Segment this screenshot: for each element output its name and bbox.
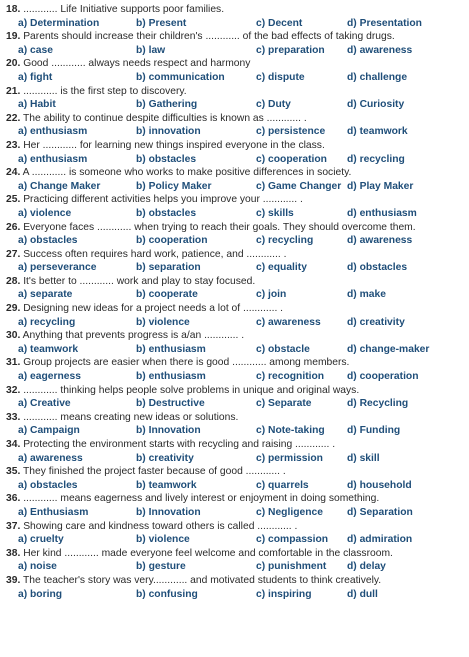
option-d[interactable]: d) skill <box>347 452 380 464</box>
answer-options <box>6 424 463 438</box>
option-b[interactable]: b) creativity <box>136 452 194 464</box>
option-a[interactable]: a) obstacles <box>18 479 78 491</box>
question-number: 20. <box>6 58 21 70</box>
question-number: 35. <box>6 466 21 478</box>
question-text <box>6 329 463 343</box>
question-item <box>6 30 463 57</box>
question-stem: The ability to continue despite difficulties is known as ............ . <box>20 112 307 124</box>
option-c[interactable]: c) preparation <box>256 44 325 56</box>
option-a[interactable]: a) perseverance <box>18 262 97 274</box>
option-a[interactable]: a) boring <box>18 588 63 600</box>
option-c[interactable]: c) Separate <box>256 398 312 410</box>
question-text <box>6 411 463 425</box>
option-b[interactable]: b) Innovation <box>136 506 201 518</box>
option-b[interactable]: b) Policy Maker <box>136 180 212 192</box>
question-list <box>6 3 463 601</box>
question-text <box>6 356 463 370</box>
option-b[interactable]: b) cooperate <box>136 289 198 301</box>
option-d[interactable]: d) teamwork <box>347 126 408 138</box>
option-b[interactable]: b) enthusiasm <box>136 343 206 355</box>
option-d[interactable]: d) admiration <box>347 534 413 546</box>
question-number: 21. <box>6 85 21 97</box>
question-number: 37. <box>6 520 21 532</box>
answer-options <box>6 343 463 357</box>
question-stem: It's better to ............ work and play to stay focused. <box>20 275 256 287</box>
question-number: 22. <box>6 112 21 124</box>
question-item <box>6 492 463 519</box>
question-number: 25. <box>6 194 21 206</box>
option-b[interactable]: b) innovation <box>136 126 201 138</box>
option-b[interactable]: b) gesture <box>136 561 186 573</box>
option-b[interactable]: b) separation <box>136 262 201 274</box>
option-b[interactable]: b) violence <box>136 534 190 546</box>
option-c[interactable]: c) Note-taking <box>256 425 325 437</box>
option-b[interactable]: b) communication <box>136 71 225 83</box>
question-stem: ............ Life Initiative supports poor families. <box>20 4 225 15</box>
question-text <box>6 30 463 44</box>
question-item <box>6 221 463 248</box>
question-text <box>6 112 463 126</box>
question-number: 24. <box>6 167 21 179</box>
answer-options <box>6 397 463 411</box>
answer-options <box>6 533 463 547</box>
option-a[interactable]: a) eagerness <box>18 371 81 383</box>
option-b[interactable]: b) obstacles <box>136 153 197 165</box>
question-stem: ............ is the first step to discovery. <box>20 85 187 97</box>
question-stem: ............ means creating new ideas or solutions. <box>20 411 239 423</box>
answer-options <box>6 207 463 221</box>
question-stem: Her kind ............ made everyone feel welcome and comfortable in the classroom. <box>20 547 393 559</box>
question-item <box>6 248 463 275</box>
question-text <box>6 3 463 17</box>
option-d[interactable]: d) recycling <box>347 153 405 165</box>
answer-options <box>6 125 463 139</box>
question-text <box>6 248 463 262</box>
option-b[interactable]: b) law <box>136 44 166 56</box>
question-stem: Protecting the environment starts with recycling and raising ............ . <box>20 439 336 450</box>
question-text <box>6 275 463 289</box>
option-c[interactable]: c) Duty <box>256 99 291 111</box>
question-number: 36. <box>6 493 21 505</box>
option-c[interactable]: c) recycling <box>256 235 314 247</box>
option-a[interactable]: a) Change Maker <box>18 180 101 192</box>
question-stem: Practicing different activities helps you improve your ............ . <box>20 194 303 206</box>
question-number: 34. <box>6 439 21 450</box>
option-c[interactable]: c) cooperation <box>256 153 327 165</box>
option-a[interactable]: a) case <box>18 44 53 56</box>
option-d[interactable]: d) enthusiasm <box>347 207 417 219</box>
question-number: 29. <box>6 303 21 315</box>
option-a[interactable]: a) fight <box>18 71 53 83</box>
question-stem: Designing new ideas for a project needs a lot of ............ . <box>20 303 284 315</box>
question-text <box>6 547 463 561</box>
question-number: 19. <box>6 31 21 43</box>
question-number: 28. <box>6 275 21 287</box>
question-text <box>6 492 463 506</box>
question-stem: Parents should increase their children's ............ of the bad effects of taking drugs. <box>20 31 395 43</box>
question-number: 27. <box>6 248 21 260</box>
question-number: 30. <box>6 330 21 342</box>
question-number: 33. <box>6 411 21 423</box>
answer-options <box>6 44 463 58</box>
question-number: 38. <box>6 547 21 559</box>
question-item <box>6 166 463 193</box>
option-a[interactable]: a) violence <box>18 207 72 219</box>
option-c[interactable]: c) dispute <box>256 71 305 83</box>
question-text <box>6 85 463 99</box>
question-item <box>6 438 463 465</box>
option-d[interactable]: d) Curiosity <box>347 99 405 111</box>
question-text <box>6 465 463 479</box>
answer-options <box>6 588 463 602</box>
question-item <box>6 411 463 438</box>
question-item <box>6 275 463 302</box>
option-a[interactable]: a) Determination <box>18 17 100 29</box>
answer-options <box>6 98 463 112</box>
question-text <box>6 574 463 588</box>
answer-options <box>6 261 463 275</box>
answer-options <box>6 506 463 520</box>
option-b[interactable]: b) obstacles <box>136 207 197 219</box>
option-a[interactable]: a) separate <box>18 289 73 301</box>
question-text <box>6 302 463 316</box>
option-c[interactable]: c) compassion <box>256 534 329 546</box>
option-c[interactable]: c) Negligence <box>256 506 323 518</box>
question-item <box>6 193 463 220</box>
question-text <box>6 193 463 207</box>
option-b[interactable]: b) Innovation <box>136 425 201 437</box>
option-c[interactable]: c) Decent <box>256 17 303 29</box>
question-stem: Everyone faces ............ when trying to reach their goals. They should overcome them. <box>20 221 416 233</box>
option-c[interactable]: c) persistence <box>256 126 326 138</box>
answer-options <box>6 316 463 330</box>
question-text <box>6 384 463 398</box>
question-item <box>6 329 463 356</box>
answer-options <box>6 180 463 194</box>
option-c[interactable]: c) join <box>256 289 287 301</box>
option-d[interactable]: d) Recycling <box>347 398 409 410</box>
question-stem: ............ means eagerness and lively interest or enjoyment in doing something. <box>20 493 380 505</box>
option-a[interactable]: a) recycling <box>18 316 76 328</box>
option-d[interactable]: d) creativity <box>347 316 405 328</box>
answer-options <box>6 71 463 85</box>
answer-options <box>6 288 463 302</box>
option-a[interactable]: a) Habit <box>18 99 56 111</box>
answer-options <box>6 560 463 574</box>
question-stem: Showing care and kindness toward others is called ............ . <box>20 520 298 532</box>
question-text <box>6 166 463 180</box>
option-d[interactable]: d) household <box>347 479 412 491</box>
answer-options <box>6 17 463 31</box>
option-a[interactable]: a) Creative <box>18 398 71 410</box>
question-stem: The teacher's story was very............ and motivated students to think creatively. <box>20 574 382 586</box>
question-stem: A ............ is someone who works to make positive differences in society. <box>20 167 352 179</box>
question-item <box>6 85 463 112</box>
option-b[interactable]: b) cooperation <box>136 235 208 247</box>
option-c[interactable]: c) obstacle <box>256 343 310 355</box>
question-number: 39. <box>6 574 21 586</box>
option-c[interactable]: c) quarrels <box>256 479 309 491</box>
question-stem: Group projects are easier when there is good ............ among members. <box>20 357 350 369</box>
option-d[interactable]: d) dull <box>347 588 378 600</box>
option-d[interactable]: d) cooperation <box>347 371 419 383</box>
option-d[interactable]: d) make <box>347 289 386 301</box>
answer-options <box>6 452 463 466</box>
question-number: 32. <box>6 384 21 396</box>
question-stem: Success often requires hard work, patience, and ............ . <box>20 248 287 260</box>
option-b[interactable]: b) confusing <box>136 588 198 600</box>
question-item <box>6 465 463 492</box>
option-c[interactable]: c) recognition <box>256 371 325 383</box>
option-c[interactable]: c) permission <box>256 452 323 464</box>
option-b[interactable]: b) teamwork <box>136 479 197 491</box>
question-item <box>6 139 463 166</box>
option-c[interactable]: c) Game Changer <box>256 180 342 192</box>
question-text <box>6 57 463 71</box>
question-item <box>6 547 463 574</box>
option-c[interactable]: c) punishment <box>256 561 327 573</box>
option-a[interactable]: a) awareness <box>18 452 83 464</box>
question-stem: They finished the project faster because of good ............ . <box>20 466 286 478</box>
option-a[interactable]: a) enthusiasm <box>18 153 88 165</box>
question-number: 18. <box>6 4 21 15</box>
question-item <box>6 520 463 547</box>
question-item <box>6 574 463 601</box>
question-item <box>6 3 463 30</box>
option-b[interactable]: b) Destructive <box>136 398 205 410</box>
question-stem: Her ............ for learning new things inspired everyone in the class. <box>20 139 325 151</box>
option-d[interactable]: d) Play Maker <box>347 180 414 192</box>
question-number: 31. <box>6 357 21 369</box>
answer-options <box>6 370 463 384</box>
question-stem: Anything that prevents progress is a/an ............ . <box>20 330 245 342</box>
question-stem: ............ thinking helps people solve problems in unique and original ways. <box>20 384 360 396</box>
option-a[interactable]: a) teamwork <box>18 343 79 355</box>
question-text <box>6 139 463 153</box>
question-stem: Good ............ always needs respect and harmony <box>20 58 251 70</box>
option-b[interactable]: b) Gathering <box>136 99 198 111</box>
question-item <box>6 57 463 84</box>
option-b[interactable]: b) Present <box>136 17 187 29</box>
option-b[interactable]: b) violence <box>136 316 190 328</box>
option-a[interactable]: a) Enthusiasm <box>18 506 89 518</box>
question-number: 26. <box>6 221 21 233</box>
answer-options <box>6 479 463 493</box>
question-text <box>6 520 463 534</box>
option-d[interactable]: d) obstacles <box>347 262 408 274</box>
option-d[interactable]: d) Presentation <box>347 17 422 29</box>
option-d[interactable]: d) change-maker <box>347 343 430 355</box>
option-a[interactable]: a) enthusiasm <box>18 126 88 138</box>
question-item <box>6 384 463 411</box>
question-item <box>6 356 463 383</box>
option-a[interactable]: a) noise <box>18 561 57 573</box>
option-d[interactable]: d) awareness <box>347 235 413 247</box>
option-a[interactable]: a) cruelty <box>18 534 64 546</box>
answer-options <box>6 234 463 248</box>
option-a[interactable]: a) Campaign <box>18 425 80 437</box>
option-d[interactable]: d) Funding <box>347 425 401 437</box>
option-d[interactable]: d) delay <box>347 561 386 573</box>
answer-options <box>6 153 463 167</box>
question-item <box>6 302 463 329</box>
option-c[interactable]: c) awareness <box>256 316 321 328</box>
question-text <box>6 221 463 235</box>
option-d[interactable]: d) challenge <box>347 71 408 83</box>
option-d[interactable]: d) Separation <box>347 506 413 518</box>
option-d[interactable]: d) awareness <box>347 44 413 56</box>
option-c[interactable]: c) inspiring <box>256 588 312 600</box>
question-number: 23. <box>6 139 21 151</box>
option-a[interactable]: a) obstacles <box>18 235 78 247</box>
question-item <box>6 112 463 139</box>
option-b[interactable]: b) enthusiasm <box>136 371 206 383</box>
question-text <box>6 438 463 452</box>
option-c[interactable]: c) equality <box>256 262 307 274</box>
option-c[interactable]: c) skills <box>256 207 294 219</box>
